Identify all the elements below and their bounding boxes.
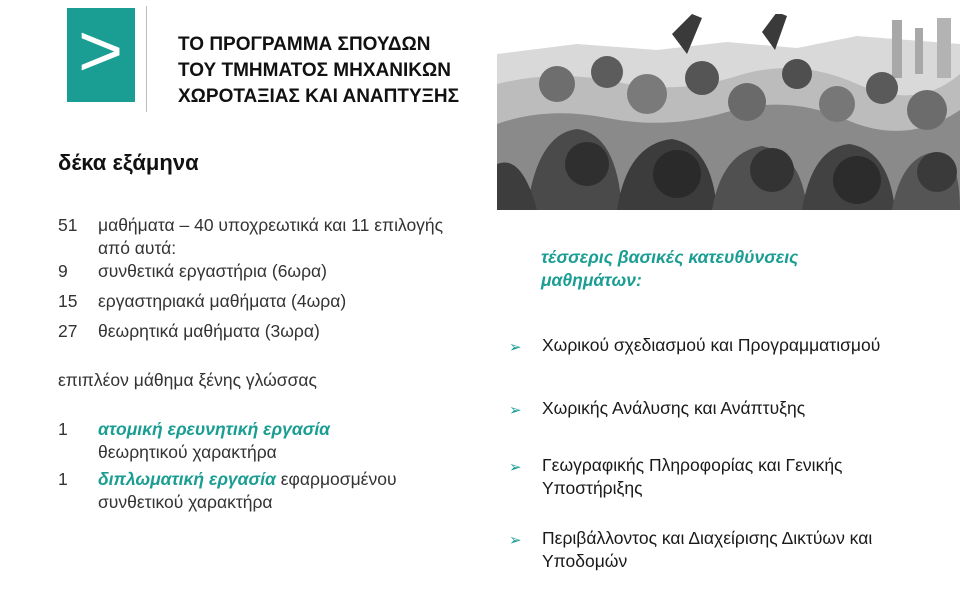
courses-total-text: μαθήματα – 40 υποχρεωτικά και 11 επιλογής	[98, 215, 444, 235]
breakdown-count: 9	[58, 261, 68, 281]
thesis-count: 1	[58, 469, 68, 489]
research-count: 1	[58, 419, 68, 439]
breakdown-text: θεωρητικά μαθήματα (3ωρα)	[98, 321, 320, 341]
arrow-bullet-icon: ➢	[509, 339, 522, 356]
direction-text: Χωρικής Ανάλυσης και Ανάπτυξης	[542, 398, 806, 418]
students-photo	[497, 14, 960, 210]
arrow-bullet-icon: ➢	[509, 402, 522, 419]
logo-divider	[146, 6, 147, 112]
courses-summary	[58, 214, 478, 514]
list-item	[509, 454, 949, 500]
thesis-rest: εφαρμοσμένου συνθετικού χαρακτήρα	[98, 469, 397, 512]
research-row	[58, 418, 478, 464]
department-logo	[67, 8, 135, 102]
direction-text: Περιβάλλοντος και Διαχείρισης Δικτύων και Υποδομών	[542, 528, 873, 571]
breakdown-text: εργαστηριακά μαθήματα (4ωρα)	[98, 291, 347, 311]
students-photo-graphic	[497, 14, 960, 210]
breakdown-row	[58, 290, 478, 313]
title-line: ΤΟΥ ΤΜΗΜΑΤΟΣ ΜΗΧΑΝΙΚΩΝ	[178, 60, 451, 81]
list-item	[509, 397, 949, 422]
direction-text: Χωρικού σχεδιασμού και Προγραμματισμού	[542, 335, 881, 355]
thesis-row	[58, 468, 478, 514]
title-line: ΤΟ ΠΡΟΓΡΑΜΜΑ ΣΠΟΥΔΩΝ	[178, 34, 431, 55]
thesis-highlight: διπλωματική εργασία	[98, 469, 276, 489]
courses-total-count: 51	[58, 215, 78, 235]
page-title	[178, 32, 498, 110]
chevron-right-icon: >	[78, 9, 124, 92]
thesis-text	[98, 468, 478, 514]
courses-total-row	[58, 214, 478, 237]
research-highlight: ατομική ερευνητική εργασία	[98, 419, 331, 439]
breakdown-count: 15	[58, 291, 78, 311]
list-item	[509, 334, 949, 359]
breakdown-count: 27	[58, 321, 78, 341]
extra-course: επιπλέον μάθημα ξένης γλώσσας	[58, 370, 317, 390]
breakdown-row	[58, 320, 478, 343]
semesters-heading: δέκα εξάμηνα	[58, 150, 199, 175]
directions-title: τέσσερις βασικές κατευθύνσεις μαθημάτων:	[541, 247, 799, 290]
title-line: ΧΩΡΟΤΑΞΙΑΣ ΚΑΙ ΑΝΑΠΤΥΞΗΣ	[178, 86, 459, 107]
breakdown-row	[58, 260, 478, 283]
of-which-label: από αυτά:	[98, 238, 177, 258]
arrow-bullet-icon: ➢	[509, 459, 522, 476]
research-text	[98, 418, 478, 464]
research-rest: θεωρητικού χαρακτήρα	[98, 442, 277, 462]
breakdown-text: συνθετικά εργαστήρια (6ωρα)	[98, 261, 327, 281]
directions-list	[509, 334, 949, 573]
direction-text: Γεωγραφικής Πληροφορίας και Γενικής Υποστήριξης	[542, 455, 843, 498]
arrow-bullet-icon: ➢	[509, 532, 522, 549]
list-item	[509, 527, 949, 573]
